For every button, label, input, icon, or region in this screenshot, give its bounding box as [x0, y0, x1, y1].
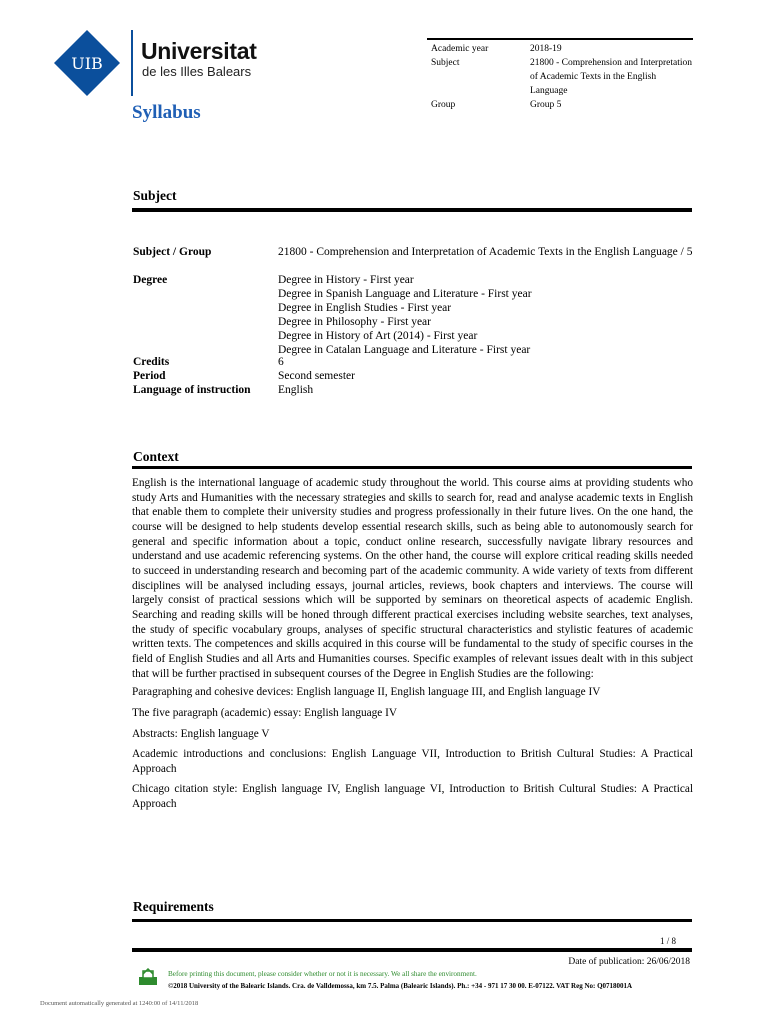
credits-label: Credits [133, 356, 170, 368]
header-value-academic-year: 2018-19 [530, 44, 562, 54]
header-rule [427, 38, 693, 40]
period-label: Period [133, 370, 166, 382]
uib-logo-mark [52, 28, 122, 98]
subject-group-label: Subject / Group [133, 246, 212, 258]
context-item: Academic introductions and conclusions: English Language VII, Introduction to British Cultural Studies: A Practical Approach [132, 748, 693, 775]
header-value-subject: 21800 - Comprehension and Interpretation of Academic Texts in the English Language [530, 58, 692, 96]
header-label-group: Group [431, 100, 456, 110]
degree-item: Degree in English Studies - First year [278, 302, 452, 314]
eco-note: Before printing this document, please consider whether or not it is necessary. We all share the environment. [168, 970, 477, 978]
section-rule-requirements [132, 919, 692, 922]
recycle-printer-icon [137, 968, 159, 988]
degree-item: Degree in Catalan Language and Literature - First year [278, 344, 531, 356]
header-value-group: Group 5 [530, 100, 562, 110]
degree-item: Degree in Philosophy - First year [278, 316, 431, 328]
section-rule-context [132, 466, 692, 469]
logo-mark-text: UIB [71, 54, 103, 73]
section-title-requirements: Requirements [133, 899, 214, 914]
copyright-line: ©2018 University of the Balearic Islands. Cra. de Valldemossa, km 7.5. Palma (Balearic Islands). Ph.: +34 - 971 17 30 00. E-07122. VAT Reg No: Q0718001A [168, 982, 633, 990]
publication-date: Date of publication: 26/06/2018 [568, 957, 690, 967]
degree-item: Degree in History of Art (2014) - First year [278, 330, 478, 342]
document-title: Syllabus [132, 102, 201, 123]
period-value: Second semester [278, 370, 355, 382]
autogen-note: Document automatically generated at 1240:00 of 14/11/2018 [40, 1000, 199, 1007]
section-rule-subject [132, 208, 692, 212]
section-title-context: Context [133, 449, 179, 464]
logo-title: Universitat [141, 38, 257, 64]
degree-item: Degree in Spanish Language and Literature - First year [278, 288, 532, 300]
header-label-subject: Subject [431, 58, 460, 68]
subject-group-value: 21800 - Comprehension and Interpretation of Academic Texts in the English Language / 5 [278, 246, 693, 258]
degree-item: Degree in History - First year [278, 274, 414, 286]
context-body [132, 476, 693, 818]
context-item: Paragraphing and cohesive devices: English language II, English language III, and English language IV [132, 686, 601, 699]
footer-rule [132, 948, 692, 952]
language-value: English [278, 384, 314, 396]
context-item: Chicago citation style: English language IV, English language VI, Introduction to British Cultural Studies: A Practical Approach [132, 783, 693, 811]
context-intro: English is the international language of academic study throughout the world. This course aims at providing students who study Arts and Humanities with the necessary strategies and skills to search for, read and analyse academic texts in English that enable them to complete their university studies and progress professionally in their future lives. On the one hand, the course will be designed to help students develop essential research skills, such as being able to autonomously search for general and specific information about a topic, conduct online research, successfully navigate library resources and understand and use academic referencing systems. On the other hand, the course will explore critical reading skills needed to succeed in understanding research and becoming part of the academic community. A wide variety of texts from different disciplines will be analysed including essays, journal articles, reviews, book chapters and interviews. The course will largely consist of practical sessions which will be supported by seminars on theoretical aspects of academic English. Searching and reading skills will be honed through different practical exercises including website searches, text analyses, the study of specific vocabulary groups, analyses of specific structural characteristics and stylistic features of academic written texts. The competences and skills acquired in this course will be fundamental to the study of specific courses in the field of English Studies and all Arts and Humanities courses. Specific examples of relevant issues dealt with in this subject that will be further practised in subsequent courses of the Degree in English Studies are the following: [132, 477, 693, 680]
section-title-subject: Subject [133, 188, 177, 203]
language-label: Language of instruction [133, 384, 251, 396]
page-number: 1 / 8 [660, 936, 677, 946]
credits-value: 6 [278, 356, 284, 368]
degree-label: Degree [133, 274, 168, 286]
context-item: The five paragraph (academic) essay: English language IV [132, 706, 398, 719]
logo-divider [131, 30, 133, 96]
header-label-academic-year: Academic year [431, 44, 489, 54]
logo-subtitle: de les Illes Balears [142, 64, 252, 79]
degree-list [278, 273, 693, 357]
context-item: Abstracts: English language V [132, 727, 270, 740]
